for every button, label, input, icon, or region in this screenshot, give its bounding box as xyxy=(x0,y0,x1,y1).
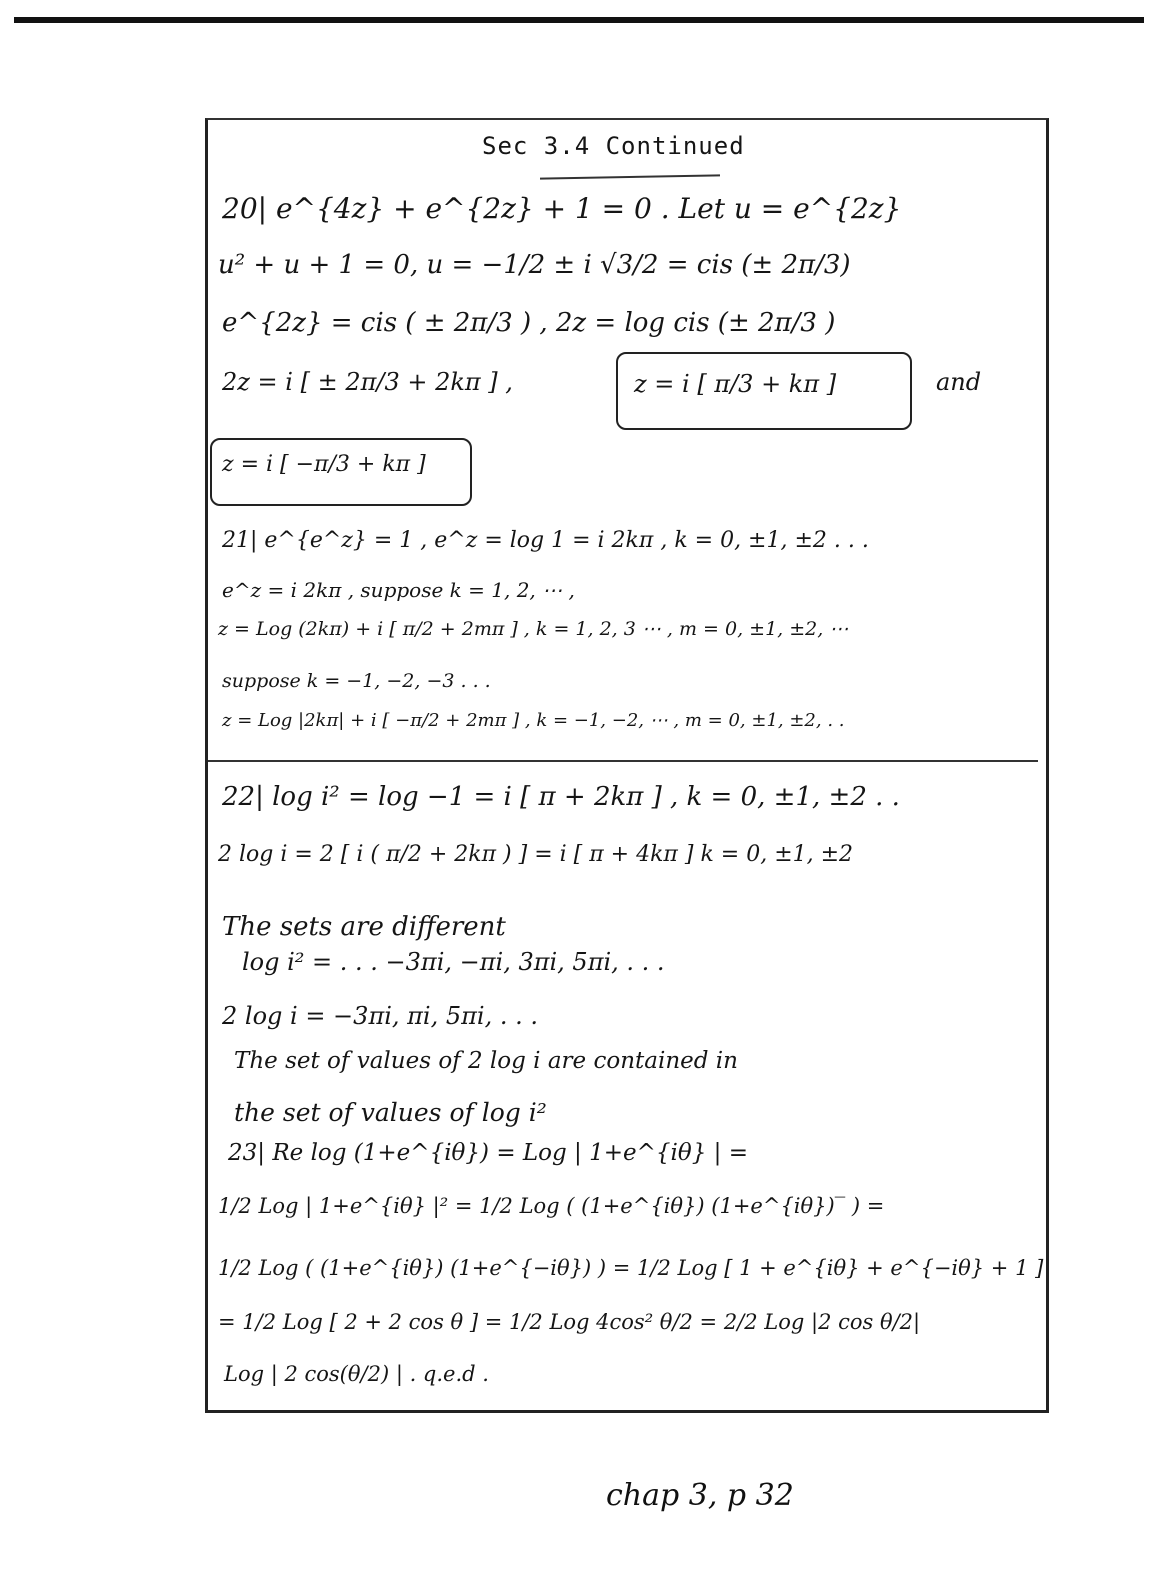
answer-1: z = i [ π/3 + kπ ] xyxy=(634,370,837,398)
problem-22-line-1: 22| log i² = log −1 = i [ π + 2kπ ] , k = 0, ±1, ±2 . . xyxy=(222,782,900,812)
section-divider xyxy=(208,760,1038,762)
problem-23-line-1: 23| Re log (1+e^{iθ}) = Log | 1+e^{iθ} | = xyxy=(228,1140,749,1166)
problem-22-line-4: log i² = . . . −3πi, −πi, 3πi, 5πi, . . . xyxy=(242,948,665,976)
problem-23-line-5: Log | 2 cos(θ/2) | . q.e.d . xyxy=(224,1362,489,1386)
answer-2: z = i [ −π/3 + kπ ] xyxy=(222,452,426,477)
problem-20-line-1: 20| e^{4z} + e^{2z} + 1 = 0 . Let u = e^{2z} xyxy=(222,192,902,225)
problem-20-line-4: 2z = i [ ± 2π/3 + 2kπ ] , xyxy=(222,368,513,396)
and-word: and xyxy=(936,368,982,396)
problem-21-line-5: z = Log |2kπ| + i [ −π/2 + 2mπ ] , k = −1, −2, ⋯ , m = 0, ±1, ±2, . . xyxy=(222,710,845,731)
page-footer: chap 3, p 32 xyxy=(606,1478,794,1513)
problem-21-line-1: 21| e^{e^z} = 1 , e^z = log 1 = i 2kπ , k = 0, ±1, ±2 . . . xyxy=(222,528,869,553)
problem-22-line-2: 2 log i = 2 [ i ( π/2 + 2kπ ) ] = i [ π + 4kπ ] k = 0, ±1, ±2 xyxy=(218,842,854,867)
problem-23-line-3: 1/2 Log ( (1+e^{iθ}) (1+e^{−iθ}) ) = 1/2 Log [ 1 + e^{iθ} + e^{−iθ} + 1 ] xyxy=(218,1256,1044,1280)
problem-23-line-2: 1/2 Log | 1+e^{iθ} |² = 1/2 Log ( (1+e^{iθ}) (1+e^{iθ})‾ ) = xyxy=(218,1194,885,1218)
problem-22-line-6: The set of values of 2 log i are contained in xyxy=(234,1048,738,1074)
top-rule xyxy=(14,17,1144,23)
problem-23-line-4: = 1/2 Log [ 2 + 2 cos θ ] = 1/2 Log 4cos² θ/2 = 2/2 Log |2 cos θ/2| xyxy=(218,1310,921,1334)
problem-22-line-5: 2 log i = −3πi, πi, 5πi, . . . xyxy=(222,1002,538,1030)
problem-20-line-2: u² + u + 1 = 0, u = −1/2 ± i √3/2 = cis (± 2π/3) xyxy=(218,250,851,280)
problem-20-line-3: e^{2z} = cis ( ± 2π/3 ) , 2z = log cis (± 2π/3 ) xyxy=(222,308,836,338)
problem-21-line-4: suppose k = −1, −2, −3 . . . xyxy=(222,670,491,692)
problem-21-line-2: e^z = i 2kπ , suppose k = 1, 2, ⋯ , xyxy=(222,578,575,602)
problem-22-line-3: The sets are different xyxy=(222,912,506,942)
section-title: Sec 3.4 Continued xyxy=(482,132,745,160)
problem-21-line-3: z = Log (2kπ) + i [ π/2 + 2mπ ] , k = 1, 2, 3 ⋯ , m = 0, ±1, ±2, ⋯ xyxy=(218,618,849,640)
problem-22-line-7: the set of values of log i² xyxy=(234,1098,547,1127)
